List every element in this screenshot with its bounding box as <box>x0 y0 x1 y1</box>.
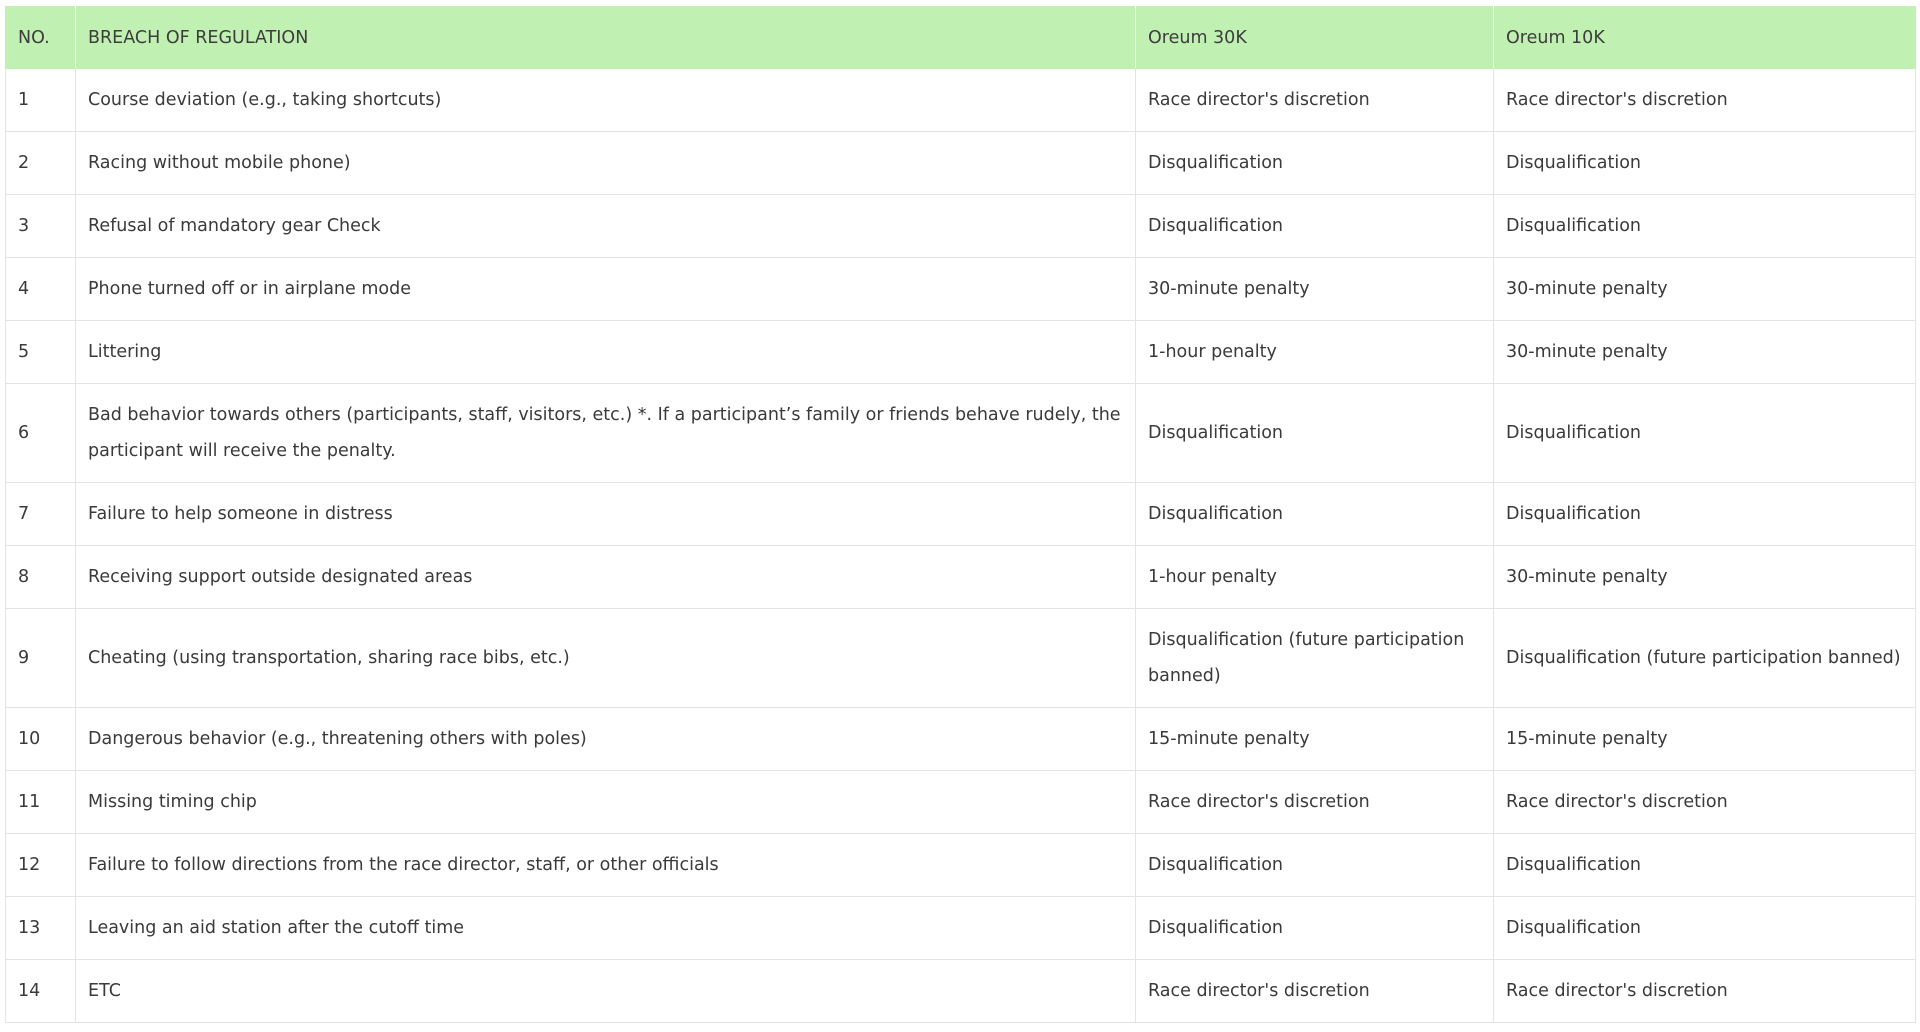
cell-oreum-10k: Race director's discretion <box>1494 771 1916 834</box>
cell-no: 4 <box>6 258 76 321</box>
cell-no: 2 <box>6 132 76 195</box>
cell-oreum-10k: Disqualification <box>1494 384 1916 483</box>
table-row <box>6 321 1916 384</box>
table-row <box>6 708 1916 771</box>
cell-breach: Missing timing chip <box>76 771 1136 834</box>
cell-oreum-10k: Disqualification <box>1494 132 1916 195</box>
cell-oreum-30k: Disqualification <box>1136 483 1494 546</box>
cell-oreum-10k: 15-minute penalty <box>1494 708 1916 771</box>
cell-breach: Bad behavior towards others (participants, staff, visitors, etc.) *. If a participant’s family or friends behave rudely, the participant will receive the penalty. <box>76 384 1136 483</box>
cell-oreum-30k: 1-hour penalty <box>1136 546 1494 609</box>
cell-breach: Failure to follow directions from the race director, staff, or other officials <box>76 834 1136 897</box>
table-header <box>6 7 1916 69</box>
table-row <box>6 384 1916 483</box>
cell-oreum-10k: Disqualification <box>1494 483 1916 546</box>
cell-breach: Receiving support outside designated areas <box>76 546 1136 609</box>
table-row <box>6 960 1916 1023</box>
cell-oreum-30k: Race director's discretion <box>1136 960 1494 1023</box>
cell-oreum-30k: Disqualification <box>1136 834 1494 897</box>
cell-no: 11 <box>6 771 76 834</box>
cell-oreum-10k: Race director's discretion <box>1494 960 1916 1023</box>
table-row <box>6 195 1916 258</box>
cell-oreum-10k: 30-minute penalty <box>1494 546 1916 609</box>
penalty-table <box>5 6 1916 1023</box>
header-oreum-10k: Oreum 10K <box>1494 7 1916 69</box>
table-row <box>6 834 1916 897</box>
cell-no: 7 <box>6 483 76 546</box>
cell-oreum-30k: Disqualification <box>1136 195 1494 258</box>
cell-breach: Racing without mobile phone) <box>76 132 1136 195</box>
penalty-table-container <box>5 6 1915 1023</box>
table-row <box>6 609 1916 708</box>
cell-oreum-10k: Race director's discretion <box>1494 69 1916 132</box>
table-row <box>6 69 1916 132</box>
table-row <box>6 546 1916 609</box>
cell-no: 5 <box>6 321 76 384</box>
cell-no: 9 <box>6 609 76 708</box>
cell-breach: Littering <box>76 321 1136 384</box>
cell-no: 13 <box>6 897 76 960</box>
header-no: NO. <box>6 7 76 69</box>
cell-no: 12 <box>6 834 76 897</box>
cell-oreum-30k: 30-minute penalty <box>1136 258 1494 321</box>
cell-oreum-30k: Disqualification <box>1136 897 1494 960</box>
cell-no: 3 <box>6 195 76 258</box>
cell-no: 1 <box>6 69 76 132</box>
cell-oreum-30k: Disqualification (future participation banned) <box>1136 609 1494 708</box>
cell-oreum-30k: 15-minute penalty <box>1136 708 1494 771</box>
header-row <box>6 7 1916 69</box>
cell-oreum-10k: Disqualification <box>1494 195 1916 258</box>
cell-oreum-10k: 30-minute penalty <box>1494 321 1916 384</box>
cell-no: 6 <box>6 384 76 483</box>
cell-no: 14 <box>6 960 76 1023</box>
cell-oreum-10k: 30-minute penalty <box>1494 258 1916 321</box>
cell-oreum-10k: Disqualification <box>1494 834 1916 897</box>
cell-oreum-30k: Race director's discretion <box>1136 771 1494 834</box>
table-row <box>6 897 1916 960</box>
cell-breach: Failure to help someone in distress <box>76 483 1136 546</box>
cell-oreum-30k: 1-hour penalty <box>1136 321 1494 384</box>
table-row <box>6 258 1916 321</box>
header-oreum-30k: Oreum 30K <box>1136 7 1494 69</box>
cell-oreum-10k: Disqualification (future participation banned) <box>1494 609 1916 708</box>
table-row <box>6 771 1916 834</box>
cell-oreum-30k: Disqualification <box>1136 132 1494 195</box>
cell-oreum-30k: Race director's discretion <box>1136 69 1494 132</box>
cell-oreum-30k: Disqualification <box>1136 384 1494 483</box>
cell-no: 10 <box>6 708 76 771</box>
cell-breach: Phone turned off or in airplane mode <box>76 258 1136 321</box>
cell-no: 8 <box>6 546 76 609</box>
cell-breach: Dangerous behavior (e.g., threatening others with poles) <box>76 708 1136 771</box>
header-breach: BREACH OF REGULATION <box>76 7 1136 69</box>
cell-oreum-10k: Disqualification <box>1494 897 1916 960</box>
cell-breach: Cheating (using transportation, sharing race bibs, etc.) <box>76 609 1136 708</box>
table-body <box>6 69 1916 1023</box>
cell-breach: Leaving an aid station after the cutoff time <box>76 897 1136 960</box>
table-row <box>6 132 1916 195</box>
table-row <box>6 483 1916 546</box>
cell-breach: Course deviation (e.g., taking shortcuts) <box>76 69 1136 132</box>
cell-breach: Refusal of mandatory gear Check <box>76 195 1136 258</box>
cell-breach: ETC <box>76 960 1136 1023</box>
